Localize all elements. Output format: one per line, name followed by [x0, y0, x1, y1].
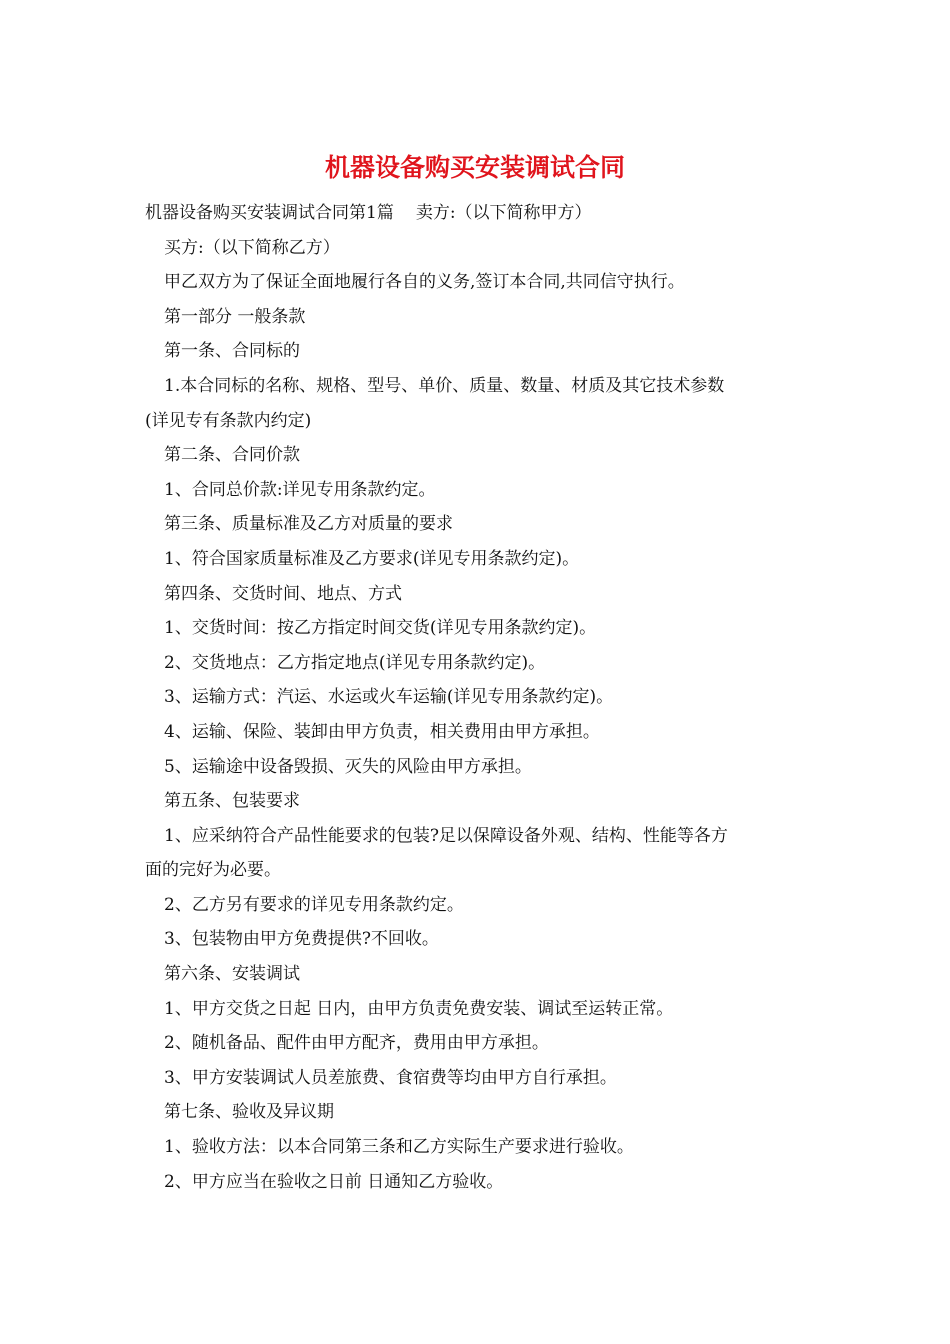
document-line: [145, 438, 805, 473]
document-line-text: 1、符合国家质量标准及乙方要求(详见专用条款约定)。: [164, 548, 580, 569]
document-line-text: 2、交货地点：乙方指定地点(详见专用条款约定)。: [164, 652, 546, 673]
document-line: [145, 646, 805, 681]
document-line: [145, 715, 805, 750]
document-line-text: 3、包装物由甲方免费提供?不回收。: [164, 929, 439, 950]
document-line: [145, 1165, 805, 1200]
document-line-text: 甲乙双方为了保证全面地履行各自的义务,签订本合同,共同信守执行。: [164, 272, 685, 293]
document-line: [145, 231, 805, 266]
document-line-text: 2、乙方另有要求的详见专用条款约定。: [164, 894, 464, 915]
document-line: [145, 992, 805, 1027]
document-line: [145, 300, 805, 335]
document-line-text: 3、运输方式：汽运、水运或火车运输(详见专用条款约定)。: [164, 687, 614, 708]
document-line-text: 2、随机备品、配件由甲方配齐，费用由甲方承担。: [164, 1033, 549, 1054]
document-line-text: 第三条、质量标准及乙方对质量的要求: [164, 514, 453, 535]
document-line: [145, 1130, 805, 1165]
document-line-text: 第一部分 一般条款: [164, 306, 306, 327]
document-line: [145, 853, 805, 888]
document-line-text: 机器设备购买安装调试合同第1篇: [145, 203, 394, 223]
document-line: [145, 369, 805, 404]
document-line-text: 1、甲方交货之日起 日内，由甲方负责免费安装、调试至运转正常。: [164, 998, 674, 1019]
document-line-text: 第二条、合同价款: [164, 445, 300, 466]
document-line-text: 4、运输、保险、装卸由甲方负责，相关费用由甲方承担。: [164, 721, 600, 742]
document-line: [145, 473, 805, 508]
document-line: [145, 265, 805, 300]
document-line-text: 1.本合同标的名称、规格、型号、单价、质量、数量、材质及其它技术参数: [164, 375, 725, 396]
document-line-text: 3、甲方安装调试人员差旅费、食宿费等均由甲方自行承担。: [164, 1067, 617, 1088]
document-line-text: 5、运输途中设备毁损、灭失的风险由甲方承担。: [164, 756, 532, 777]
document-line-text: 2、甲方应当在验收之日前 日通知乙方验收。: [164, 1171, 504, 1192]
document-line: [145, 819, 805, 854]
document-line-tail: 卖方:（以下简称甲方）: [415, 203, 592, 223]
document-line-text: 第六条、安装调试: [164, 964, 300, 985]
document-line-text: (详见专有条款内约定): [145, 410, 312, 431]
document-line: [145, 404, 805, 439]
document-body: [145, 196, 805, 1199]
document-line: [145, 1061, 805, 1096]
document-title: 机器设备购买安装调试合同: [324, 153, 625, 182]
document-line: [145, 1095, 805, 1130]
document-line-text: 买方:（以下简称乙方）: [164, 237, 340, 258]
document-line: [145, 611, 805, 646]
document-line: [145, 784, 805, 819]
document-line: [145, 577, 805, 612]
document-line: [145, 750, 805, 785]
document-line-text: 1、合同总价款:详见专用条款约定。: [164, 479, 436, 500]
document-line: [145, 922, 805, 957]
document-line: [145, 334, 805, 369]
document-line: [145, 196, 805, 231]
document-line: [145, 957, 805, 992]
document-line-text: 面的完好为必要。: [145, 860, 281, 881]
document-line-text: 1、交货时间：按乙方指定时间交货(详见专用条款约定)。: [164, 618, 597, 639]
document-line: [145, 888, 805, 923]
document-line: [145, 507, 805, 542]
document-line-text: 第五条、包装要求: [164, 791, 300, 812]
document-line: [145, 542, 805, 577]
document-line-text: 1、验收方法：以本合同第三条和乙方实际生产要求进行验收。: [164, 1137, 634, 1158]
document-line-text: 第一条、合同标的: [164, 341, 300, 362]
document-line-text: 第四条、交货时间、地点、方式: [164, 583, 402, 604]
document-line-text: 1、应采纳符合产品性能要求的包装?足以保障设备外观、结构、性能等各方: [164, 825, 728, 846]
document-line-text: 第七条、验收及异议期: [164, 1102, 334, 1123]
document-line: [145, 680, 805, 715]
document-line: [145, 1026, 805, 1061]
